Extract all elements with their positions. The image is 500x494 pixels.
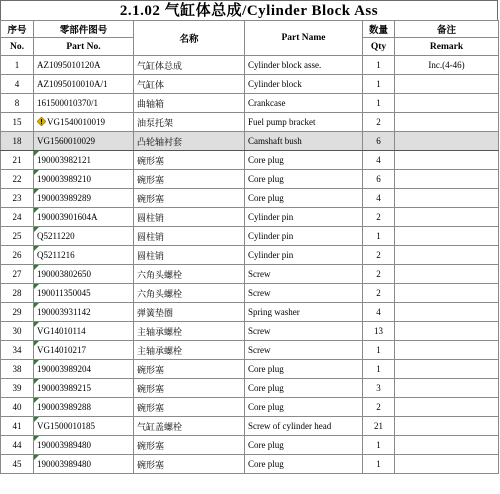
cell-qty-text: 3 — [376, 383, 381, 393]
warning-diamond-icon[interactable] — [37, 117, 46, 126]
cell-part-no-text: VG1500010185 — [37, 421, 95, 431]
cell-name-cn-text: 碗形塞 — [137, 440, 165, 451]
cell-name-cn[interactable] — [134, 398, 245, 417]
header-no-en: No. — [1, 38, 34, 56]
cell-no[interactable] — [1, 436, 34, 455]
cell-no-text: 39 — [12, 383, 22, 393]
cell-qty[interactable] — [363, 379, 395, 398]
cell-remark[interactable] — [395, 151, 499, 170]
cell-part-name[interactable] — [245, 341, 363, 360]
header-part-cn: 零部件图号 — [34, 21, 134, 38]
header-no-cn: 序号 — [1, 21, 34, 38]
cell-part-name-text: Screw — [248, 326, 271, 336]
cell-part-name[interactable] — [245, 151, 363, 170]
cell-qty-text: 2 — [376, 117, 381, 127]
cell-qty[interactable] — [363, 398, 395, 417]
cell-name-cn-text: 凸轮轴衬套 — [137, 136, 183, 147]
cell-name-cn[interactable] — [134, 132, 245, 151]
cell-part-name-text: Core plug — [248, 364, 284, 374]
cell-no-text: 22 — [12, 174, 22, 184]
cell-qty-text: 13 — [374, 326, 383, 336]
cell-qty-text: 2 — [376, 269, 381, 279]
cell-no[interactable] — [1, 360, 34, 379]
cell-name-cn[interactable] — [134, 360, 245, 379]
cell-part-name[interactable] — [245, 208, 363, 227]
cell-part-no[interactable] — [34, 246, 134, 265]
cell-qty[interactable] — [363, 341, 395, 360]
cell-no-text: 45 — [12, 459, 22, 469]
cell-marker-icon — [34, 398, 39, 403]
cell-remark[interactable] — [395, 455, 499, 474]
cell-qty-text: 1 — [376, 231, 381, 241]
cell-name-cn-text: 圆柱销 — [137, 231, 165, 242]
cell-remark[interactable] — [395, 341, 499, 360]
cell-part-no-text: AZ1095010120A — [37, 60, 101, 70]
cell-part-no[interactable] — [34, 189, 134, 208]
cell-part-no[interactable] — [34, 94, 134, 113]
table-row[interactable] — [1, 398, 499, 417]
cell-part-no[interactable] — [34, 227, 134, 246]
cell-name-cn-text: 碗形塞 — [137, 155, 165, 166]
header-remark-cn: 备注 — [395, 21, 499, 38]
cell-part-no[interactable] — [34, 303, 134, 322]
table-row[interactable] — [1, 284, 499, 303]
cell-part-name-text: Core plug — [248, 402, 284, 412]
table-row[interactable] — [1, 132, 499, 151]
cell-no-text: 29 — [12, 307, 22, 317]
cell-part-no-text: VG1560010029 — [37, 136, 95, 146]
cell-qty[interactable] — [363, 436, 395, 455]
cell-qty-text: 2 — [376, 402, 381, 412]
cell-part-name[interactable] — [245, 284, 363, 303]
cell-name-cn-text: 圆柱销 — [137, 250, 165, 261]
cell-part-name[interactable] — [245, 189, 363, 208]
cell-marker-icon — [34, 360, 39, 365]
cell-part-name[interactable] — [245, 170, 363, 189]
cell-part-name-text: Cylinder pin — [248, 212, 294, 222]
cell-name-cn[interactable] — [134, 455, 245, 474]
cell-part-no[interactable] — [34, 284, 134, 303]
cell-part-no-text: Q5211220 — [37, 231, 75, 241]
cell-part-no-text: 190003982121 — [37, 155, 91, 165]
cell-part-no[interactable] — [34, 265, 134, 284]
table-row[interactable] — [1, 170, 499, 189]
cell-no[interactable] — [1, 341, 34, 360]
cell-no-text: 23 — [12, 193, 22, 203]
cell-part-no-text: 190003989210 — [37, 174, 91, 184]
sheet-title: 2.1.02 气缸体总成/Cylinder Block Ass — [0, 0, 498, 21]
cell-remark[interactable] — [395, 436, 499, 455]
cell-marker-icon — [34, 170, 39, 175]
cell-qty[interactable] — [363, 170, 395, 189]
cell-remark[interactable] — [395, 75, 499, 94]
cell-part-name-text: Core plug — [248, 174, 284, 184]
cell-part-name-text: Core plug — [248, 459, 284, 469]
cell-remark[interactable] — [395, 398, 499, 417]
cell-no[interactable] — [1, 227, 34, 246]
parts-table — [0, 20, 499, 474]
cell-remark[interactable] — [395, 246, 499, 265]
cell-remark[interactable] — [395, 208, 499, 227]
cell-no[interactable] — [1, 455, 34, 474]
cell-no-text: 28 — [12, 288, 22, 298]
cell-qty[interactable] — [363, 189, 395, 208]
cell-part-name[interactable] — [245, 360, 363, 379]
cell-name-cn-text: 圆柱销 — [137, 212, 165, 223]
cell-qty[interactable] — [363, 75, 395, 94]
cell-qty-text: 1 — [376, 364, 381, 374]
table-row[interactable] — [1, 436, 499, 455]
cell-name-cn-text: 主轴承螺栓 — [137, 345, 183, 356]
cell-name-cn[interactable] — [134, 170, 245, 189]
cell-part-no-text: VG14010114 — [37, 326, 86, 336]
cell-part-name-text: Cylinder pin — [248, 250, 294, 260]
cell-part-no[interactable] — [34, 151, 134, 170]
table-row[interactable] — [1, 265, 499, 284]
cell-no[interactable] — [1, 75, 34, 94]
cell-name-cn-text: 碗形塞 — [137, 383, 165, 394]
cell-remark[interactable] — [395, 322, 499, 341]
cell-part-no[interactable] — [34, 170, 134, 189]
cell-qty-text: 1 — [376, 440, 381, 450]
cell-part-no-text: 190011350045 — [37, 288, 91, 298]
table-row[interactable] — [1, 151, 499, 170]
cell-part-no[interactable] — [34, 360, 134, 379]
cell-name-cn[interactable] — [134, 284, 245, 303]
cell-qty[interactable] — [363, 94, 395, 113]
cell-qty-text: 1 — [376, 60, 381, 70]
cell-name-cn-text: 气缸体 — [137, 79, 165, 90]
cell-qty[interactable] — [363, 417, 395, 436]
cell-name-cn-text: 油泵托架 — [137, 117, 174, 128]
cell-qty[interactable] — [363, 322, 395, 341]
table-row[interactable] — [1, 455, 499, 474]
cell-no-text: 1 — [14, 60, 20, 70]
cell-part-no-text: VG1540010019 — [47, 117, 105, 127]
cell-name-cn[interactable] — [134, 56, 245, 75]
table-row[interactable] — [1, 360, 499, 379]
table-row[interactable] — [1, 227, 499, 246]
table-row[interactable] — [1, 56, 499, 75]
cell-marker-icon — [34, 208, 39, 213]
cell-no[interactable] — [1, 94, 34, 113]
cell-marker-icon — [34, 455, 39, 460]
cell-part-no-text: 190003802650 — [37, 269, 91, 279]
cell-part-name-text: Spring washer — [248, 307, 300, 317]
cell-no-text: 34 — [12, 345, 22, 355]
cell-qty-text: 4 — [376, 155, 381, 165]
header-name-cn: 名称 — [134, 21, 245, 56]
header-qty-cn: 数量 — [363, 21, 395, 38]
cell-name-cn[interactable] — [134, 113, 245, 132]
cell-name-cn[interactable] — [134, 341, 245, 360]
cell-name-cn[interactable] — [134, 151, 245, 170]
table-header — [1, 21, 499, 56]
cell-name-cn-text: 六角头螺栓 — [137, 288, 183, 299]
cell-qty-text: 2 — [376, 288, 381, 298]
cell-part-name[interactable] — [245, 417, 363, 436]
cell-marker-icon — [34, 436, 39, 441]
cell-no[interactable] — [1, 398, 34, 417]
cell-part-no-text: 190003931142 — [37, 307, 91, 317]
cell-part-no-text: 190003989289 — [37, 193, 91, 203]
cell-marker-icon — [34, 303, 39, 308]
cell-qty-text: 4 — [376, 193, 381, 203]
cell-part-no-text: 190003989480 — [37, 440, 91, 450]
header-qty-en: Qty — [363, 38, 395, 56]
cell-marker-icon — [34, 284, 39, 289]
cell-part-name-text: Cylinder block — [248, 79, 302, 89]
table-body — [1, 56, 499, 474]
cell-no-text: 27 — [12, 269, 22, 279]
table-row[interactable] — [1, 379, 499, 398]
cell-qty[interactable] — [363, 56, 395, 75]
cell-qty[interactable] — [363, 284, 395, 303]
cell-name-cn[interactable] — [134, 436, 245, 455]
cell-remark[interactable] — [395, 265, 499, 284]
cell-remark-text: Inc.(4-46) — [428, 60, 465, 70]
cell-qty[interactable] — [363, 151, 395, 170]
cell-part-name-text: Fuel pump bracket — [248, 117, 316, 127]
cell-remark[interactable] — [395, 94, 499, 113]
cell-qty-text: 4 — [376, 307, 381, 317]
cell-remark[interactable] — [395, 113, 499, 132]
cell-name-cn[interactable] — [134, 189, 245, 208]
cell-no[interactable] — [1, 379, 34, 398]
cell-part-no[interactable] — [34, 56, 134, 75]
cell-remark[interactable] — [395, 170, 499, 189]
cell-no-text: 8 — [14, 98, 20, 108]
cell-name-cn-text: 碗形塞 — [137, 193, 165, 204]
cell-part-name-text: Screw of cylinder head — [248, 421, 332, 431]
cell-name-cn[interactable] — [134, 75, 245, 94]
cell-part-name[interactable] — [245, 265, 363, 284]
cell-qty[interactable] — [363, 303, 395, 322]
cell-remark[interactable] — [395, 303, 499, 322]
cell-part-no[interactable] — [34, 132, 134, 151]
cell-part-name[interactable] — [245, 455, 363, 474]
cell-name-cn[interactable] — [134, 379, 245, 398]
cell-no[interactable] — [1, 189, 34, 208]
cell-name-cn[interactable] — [134, 246, 245, 265]
table-row[interactable] — [1, 208, 499, 227]
cell-qty-text: 6 — [376, 174, 381, 184]
cell-qty-text: 1 — [376, 345, 381, 355]
cell-part-no[interactable] — [34, 322, 134, 341]
cell-part-no-text: Q5211216 — [37, 250, 75, 260]
cell-remark[interactable] — [395, 189, 499, 208]
cell-name-cn-text: 弹簧垫圈 — [137, 307, 174, 318]
cell-part-no[interactable] — [34, 455, 134, 474]
cell-no-text: 15 — [12, 117, 22, 127]
cell-name-cn[interactable] — [134, 94, 245, 113]
cell-no-text: 40 — [12, 402, 22, 412]
cell-part-name[interactable] — [245, 246, 363, 265]
cell-name-cn[interactable] — [134, 322, 245, 341]
cell-part-name[interactable] — [245, 132, 363, 151]
cell-part-no[interactable] — [34, 341, 134, 360]
table-row[interactable] — [1, 417, 499, 436]
cell-part-name-text: Cylinder pin — [248, 231, 294, 241]
cell-qty[interactable] — [363, 265, 395, 284]
cell-part-name[interactable] — [245, 113, 363, 132]
cell-part-name[interactable] — [245, 75, 363, 94]
cell-marker-icon — [34, 379, 39, 384]
cell-no[interactable] — [1, 303, 34, 322]
cell-part-name[interactable] — [245, 94, 363, 113]
cell-name-cn-text: 主轴承螺栓 — [137, 326, 183, 337]
cell-no[interactable] — [1, 56, 34, 75]
cell-name-cn-text: 碗形塞 — [137, 174, 165, 185]
cell-marker-icon — [34, 151, 39, 156]
cell-name-cn[interactable] — [134, 227, 245, 246]
cell-part-no[interactable] — [34, 398, 134, 417]
cell-marker-icon — [34, 189, 39, 194]
cell-part-name-text: Crankcase — [248, 98, 286, 108]
cell-part-no[interactable] — [34, 436, 134, 455]
table-row[interactable] — [1, 113, 499, 132]
cell-qty[interactable] — [363, 246, 395, 265]
cell-no-text: 18 — [12, 136, 22, 146]
cell-no-text: 26 — [12, 250, 22, 260]
cell-qty[interactable] — [363, 455, 395, 474]
cell-part-no-text: 190003901604A — [37, 212, 98, 222]
cell-no-text: 25 — [12, 231, 22, 241]
cell-part-no-text: AZ1095010010A/1 — [37, 79, 108, 89]
cell-no[interactable] — [1, 284, 34, 303]
cell-no[interactable] — [1, 322, 34, 341]
cell-remark[interactable] — [395, 227, 499, 246]
cell-name-cn-text: 气缸体总成 — [137, 60, 183, 71]
cell-name-cn-text: 碗形塞 — [137, 402, 165, 413]
cell-part-name-text: Screw — [248, 269, 271, 279]
cell-remark[interactable] — [395, 56, 499, 75]
table-row[interactable] — [1, 75, 499, 94]
cell-part-name-text: Core plug — [248, 193, 284, 203]
cell-part-name-text: Screw — [248, 288, 271, 298]
cell-qty-text: 2 — [376, 250, 381, 260]
table-row[interactable] — [1, 94, 499, 113]
cell-no-text: 44 — [12, 440, 22, 450]
cell-part-name-text: Camshaft bush — [248, 136, 302, 146]
cell-marker-icon — [34, 246, 39, 251]
header-part-name: Part Name — [245, 21, 363, 56]
cell-qty-text: 6 — [376, 136, 381, 146]
cell-part-name-text: Screw — [248, 345, 271, 355]
cell-no-text: 41 — [12, 421, 22, 431]
header-remark-en: Remark — [395, 38, 499, 56]
cell-marker-icon — [34, 265, 39, 270]
cell-no[interactable] — [1, 417, 34, 436]
cell-part-no[interactable] — [34, 75, 134, 94]
cell-name-cn[interactable] — [134, 208, 245, 227]
cell-part-name[interactable] — [245, 56, 363, 75]
cell-remark[interactable] — [395, 360, 499, 379]
cell-remark[interactable] — [395, 284, 499, 303]
cell-no-text: 4 — [14, 79, 20, 89]
cell-part-no[interactable] — [34, 379, 134, 398]
cell-name-cn-text: 碗形塞 — [137, 364, 165, 375]
cell-no[interactable] — [1, 265, 34, 284]
cell-qty[interactable] — [363, 360, 395, 379]
cell-no-text: 38 — [12, 364, 22, 374]
cell-part-no-text: 190003989215 — [37, 383, 91, 393]
cell-part-no[interactable] — [34, 208, 134, 227]
cell-name-cn-text: 曲轴箱 — [137, 98, 165, 109]
cell-part-no-text: 161500010370/1 — [37, 98, 99, 108]
cell-no[interactable] — [1, 132, 34, 151]
cell-part-name[interactable] — [245, 379, 363, 398]
cell-part-name[interactable] — [245, 322, 363, 341]
cell-qty[interactable] — [363, 227, 395, 246]
cell-part-no[interactable] — [34, 417, 134, 436]
cell-part-name[interactable] — [245, 303, 363, 322]
cell-name-cn-text: 碗形塞 — [137, 459, 165, 470]
cell-qty-text: 1 — [376, 98, 381, 108]
table-row[interactable] — [1, 189, 499, 208]
header-part-en: Part No. — [34, 38, 134, 56]
cell-remark[interactable] — [395, 379, 499, 398]
cell-no[interactable] — [1, 151, 34, 170]
cell-qty-text: 1 — [376, 79, 381, 89]
cell-part-no-text: 190003989288 — [37, 402, 91, 412]
cell-name-cn-text: 气缸盖螺栓 — [137, 421, 183, 432]
table-row[interactable] — [1, 246, 499, 265]
cell-part-no-text: 190003989204 — [37, 364, 91, 374]
table-row[interactable] — [1, 303, 499, 322]
cell-no[interactable] — [1, 246, 34, 265]
cell-part-name-text: Cylinder block asse. — [248, 60, 322, 70]
cell-name-cn[interactable] — [134, 417, 245, 436]
cell-marker-icon — [34, 227, 39, 232]
cell-no-text: 30 — [12, 326, 22, 336]
cell-part-no-text: VG14010217 — [37, 345, 86, 355]
cell-marker-icon — [34, 322, 39, 327]
cell-qty[interactable] — [363, 132, 395, 151]
cell-name-cn[interactable] — [134, 265, 245, 284]
cell-part-name[interactable] — [245, 436, 363, 455]
cell-part-no-text: 190003989480 — [37, 459, 91, 469]
cell-part-name-text: Core plug — [248, 155, 284, 165]
cell-qty-text: 2 — [376, 212, 381, 222]
table-row[interactable] — [1, 341, 499, 360]
cell-part-name[interactable] — [245, 398, 363, 417]
cell-name-cn-text: 六角头螺栓 — [137, 269, 183, 280]
cell-no[interactable] — [1, 208, 34, 227]
cell-marker-icon — [34, 417, 39, 422]
cell-remark[interactable] — [395, 417, 499, 436]
cell-qty[interactable] — [363, 113, 395, 132]
cell-marker-icon — [34, 341, 39, 346]
table-row[interactable] — [1, 322, 499, 341]
cell-no[interactable] — [1, 170, 34, 189]
cell-part-name[interactable] — [245, 227, 363, 246]
cell-no-text: 21 — [12, 155, 22, 165]
cell-name-cn[interactable] — [134, 303, 245, 322]
cell-qty-text: 21 — [374, 421, 383, 431]
cell-no-text: 24 — [12, 212, 22, 222]
cell-part-name-text: Core plug — [248, 383, 284, 393]
cell-part-name-text: Core plug — [248, 440, 284, 450]
cell-no[interactable] — [1, 113, 34, 132]
cell-remark[interactable] — [395, 132, 499, 151]
cell-part-no[interactable] — [34, 113, 134, 132]
cell-qty[interactable] — [363, 208, 395, 227]
cell-qty-text: 1 — [376, 459, 381, 469]
